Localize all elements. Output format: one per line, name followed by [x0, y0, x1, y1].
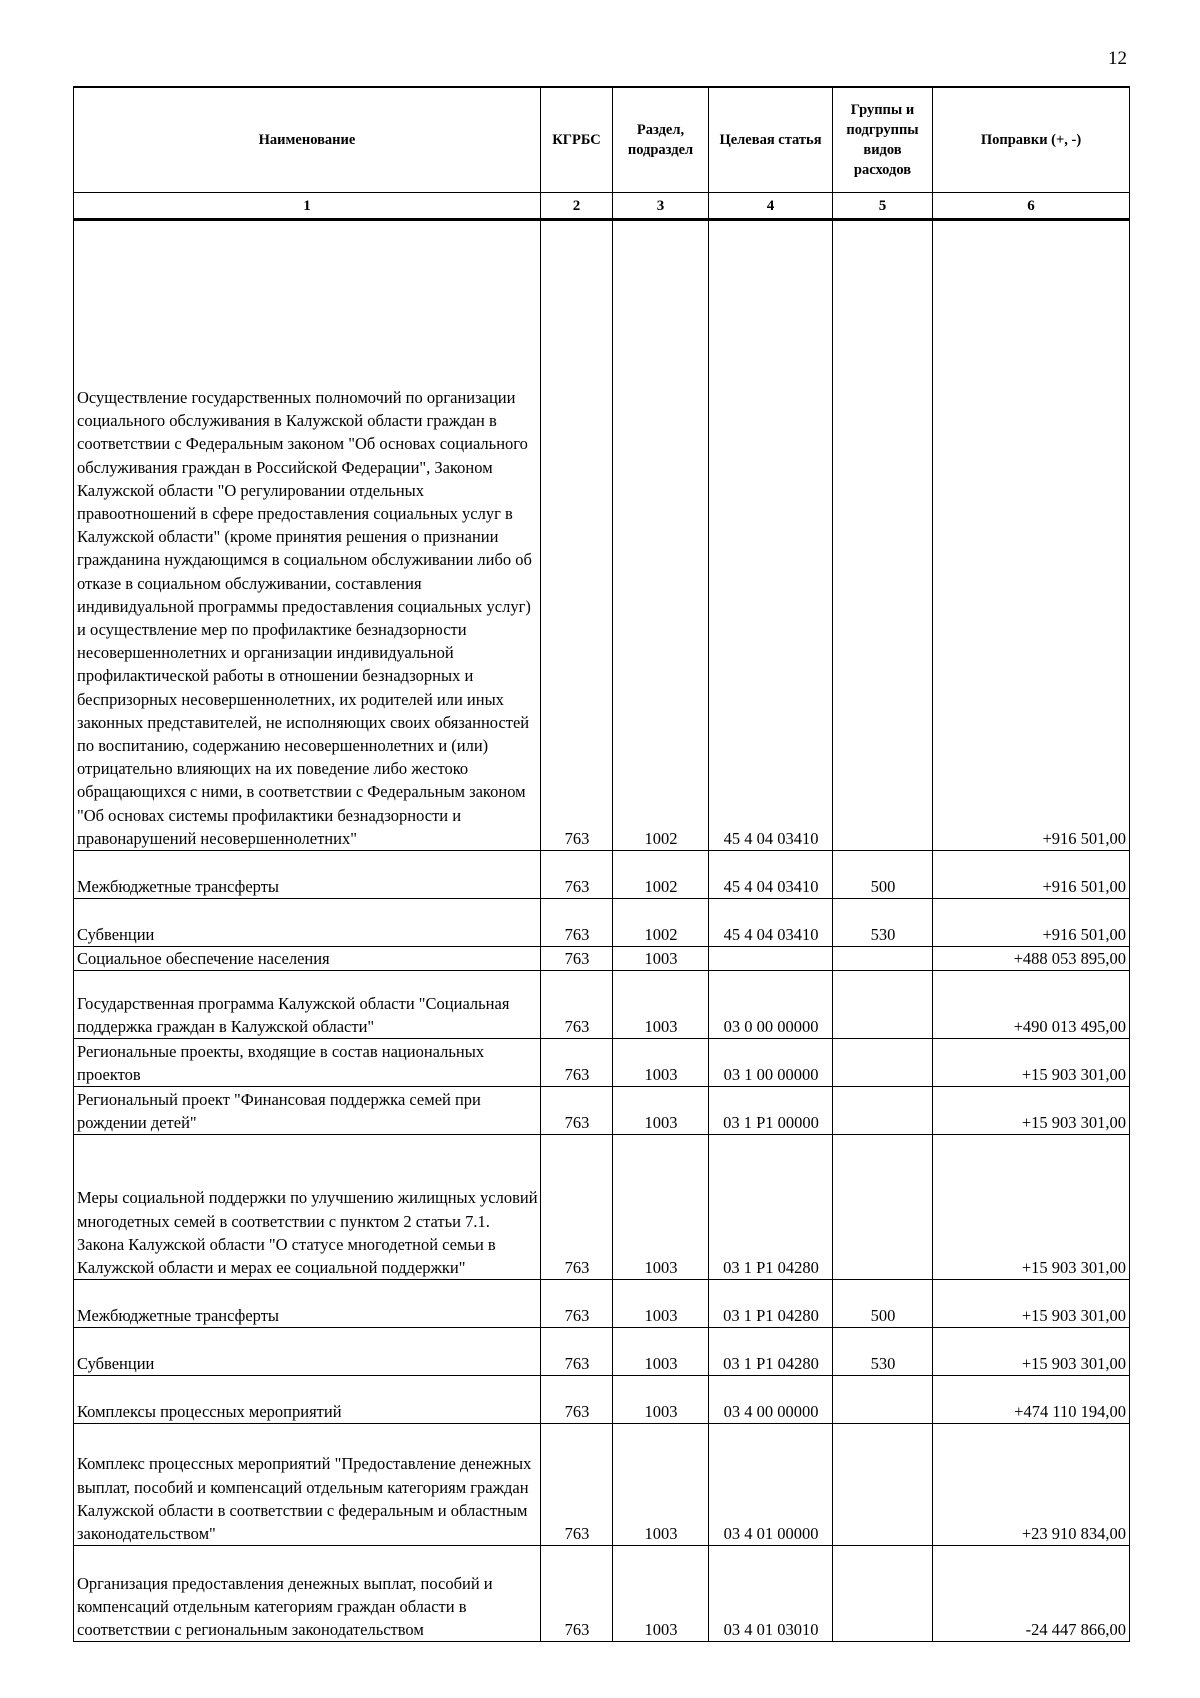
row-expense-group	[833, 1039, 933, 1087]
row-name: Комплекс процессных мероприятий "Предоставление денежных выплат, пособий и компенсаций отдельным категориям граждан Калужской области в соответствии с федеральным и областным законодательством"	[74, 1424, 541, 1546]
row-name: Межбюджетные трансферты	[74, 1280, 541, 1328]
row-name: Организация предоставления денежных выплат, пособий и компенсаций отдельным категориям граждан области в соответствии с региональным законодательством	[74, 1546, 541, 1642]
row-expense-group	[833, 1424, 933, 1546]
row-amount: +15 903 301,00	[933, 1135, 1130, 1280]
table-row	[74, 1280, 1130, 1328]
row-target-article	[709, 947, 833, 971]
row-amount: +15 903 301,00	[933, 1039, 1130, 1087]
row-section: 1003	[613, 1135, 709, 1280]
row-expense-group	[833, 947, 933, 971]
header-amendments: Поправки (+, -)	[933, 87, 1130, 193]
row-name: Субвенции	[74, 899, 541, 947]
table-row	[74, 1039, 1130, 1087]
column-number: 3	[613, 193, 709, 220]
table-row	[74, 1376, 1130, 1424]
row-amount: +916 501,00	[933, 220, 1130, 851]
row-kgrbs: 763	[541, 971, 613, 1039]
table-row	[74, 899, 1130, 947]
row-name: Субвенции	[74, 1328, 541, 1376]
row-amount: +15 903 301,00	[933, 1087, 1130, 1135]
header-kgrbs: КГРБС	[541, 87, 613, 193]
row-amount: +15 903 301,00	[933, 1328, 1130, 1376]
table-row	[74, 971, 1130, 1039]
row-kgrbs: 763	[541, 899, 613, 947]
row-section: 1003	[613, 1087, 709, 1135]
row-section: 1003	[613, 1039, 709, 1087]
column-number: 5	[833, 193, 933, 220]
row-target-article: 45 4 04 03410	[709, 851, 833, 899]
row-expense-group: 500	[833, 851, 933, 899]
row-section: 1003	[613, 1328, 709, 1376]
row-kgrbs: 763	[541, 1328, 613, 1376]
row-kgrbs: 763	[541, 220, 613, 851]
row-amount: +23 910 834,00	[933, 1424, 1130, 1546]
table-row	[74, 1087, 1130, 1135]
budget-amendments-table	[73, 86, 1130, 1642]
row-kgrbs: 763	[541, 1376, 613, 1424]
row-name: Государственная программа Калужской области "Социальная поддержка граждан в Калужской области"	[74, 971, 541, 1039]
row-target-article: 03 4 01 00000	[709, 1424, 833, 1546]
row-name: Меры социальной поддержки по улучшению жилищных условий многодетных семей в соответствии с пунктом 2 статьи 7.1. Закона Калужской области "О статусе многодетной семьи в Калужской области и мерах ее социальной поддержки"	[74, 1135, 541, 1280]
row-target-article: 03 1 P1 04280	[709, 1135, 833, 1280]
table-row	[74, 1424, 1130, 1546]
row-name: Социальное обеспечение населения	[74, 947, 541, 971]
row-target-article: 03 4 00 00000	[709, 1376, 833, 1424]
column-number: 6	[933, 193, 1130, 220]
table-row	[74, 1135, 1130, 1280]
row-amount: +916 501,00	[933, 851, 1130, 899]
header-name: Наименование	[74, 87, 541, 193]
row-expense-group: 530	[833, 1328, 933, 1376]
row-expense-group	[833, 1546, 933, 1642]
row-kgrbs: 763	[541, 1546, 613, 1642]
row-name: Межбюджетные трансферты	[74, 851, 541, 899]
row-section: 1003	[613, 1376, 709, 1424]
column-number-row	[74, 193, 1130, 220]
row-target-article: 03 0 00 00000	[709, 971, 833, 1039]
row-section: 1002	[613, 851, 709, 899]
row-kgrbs: 763	[541, 1039, 613, 1087]
row-section: 1003	[613, 971, 709, 1039]
row-amount: +488 053 895,00	[933, 947, 1130, 971]
row-target-article: 45 4 04 03410	[709, 220, 833, 851]
row-amount: -24 447 866,00	[933, 1546, 1130, 1642]
row-expense-group	[833, 220, 933, 851]
row-kgrbs: 763	[541, 947, 613, 971]
row-expense-group	[833, 971, 933, 1039]
row-name: Осуществление государственных полномочий по организации социального обслуживания в Калужской области граждан в соответствии с Федеральным законом "Об основах социального обслуживания граждан в Российской Федерации", Законом Калужской области "О регулировании отдельных правоотношений в сфере предоставления социальных услуг в Калужской области" (кроме принятия решения о признании гражданина нуждающимся в социальном обслуживании либо об отказе в социальном обслуживании, составления индивидуальной программы предоставления социальных услуг) и осуществление мер по профилактике безнадзорности несовершеннолетних и организации индивидуальной профилактической работы в отношении безнадзорных и беспризорных несовершеннолетних, их родителей или иных законных представителей, не исполняющих своих обязанностей по воспитанию, содержанию несовершеннолетних и (или) отрицательно влияющих на их поведение либо жестоко обращающихся с ними, в соответствии с Федеральным законом "Об основах системы профилактики безнадзорности и правонарушений несовершеннолетних"	[74, 220, 541, 851]
row-target-article: 03 4 01 03010	[709, 1546, 833, 1642]
row-kgrbs: 763	[541, 1280, 613, 1328]
page-number: 12	[1108, 48, 1127, 69]
header-target-article: Целевая статья	[709, 87, 833, 193]
row-amount: +474 110 194,00	[933, 1376, 1130, 1424]
table-row	[74, 220, 1130, 851]
row-section: 1003	[613, 1546, 709, 1642]
row-target-article: 03 1 P1 00000	[709, 1087, 833, 1135]
row-expense-group	[833, 1135, 933, 1280]
row-kgrbs: 763	[541, 1135, 613, 1280]
table-row	[74, 1328, 1130, 1376]
row-section: 1003	[613, 947, 709, 971]
row-expense-group: 500	[833, 1280, 933, 1328]
header-expense-groups: Группы и подгруппы видов расходов	[833, 87, 933, 193]
column-number: 2	[541, 193, 613, 220]
column-number: 1	[74, 193, 541, 220]
column-number: 4	[709, 193, 833, 220]
header-row	[74, 87, 1130, 193]
row-target-article: 45 4 04 03410	[709, 899, 833, 947]
row-target-article: 03 1 00 00000	[709, 1039, 833, 1087]
row-name: Региональный проект "Финансовая поддержка семей при рождении детей"	[74, 1087, 541, 1135]
table-row	[74, 947, 1130, 971]
row-name: Комплексы процессных мероприятий	[74, 1376, 541, 1424]
header-section: Раздел, подраздел	[613, 87, 709, 193]
row-section: 1003	[613, 1280, 709, 1328]
table-row	[74, 1546, 1130, 1642]
row-amount: +916 501,00	[933, 899, 1130, 947]
row-section: 1003	[613, 1424, 709, 1546]
row-expense-group	[833, 1376, 933, 1424]
row-kgrbs: 763	[541, 1087, 613, 1135]
table-row	[74, 851, 1130, 899]
row-target-article: 03 1 P1 04280	[709, 1328, 833, 1376]
row-section: 1002	[613, 899, 709, 947]
row-amount: +15 903 301,00	[933, 1280, 1130, 1328]
row-section: 1002	[613, 220, 709, 851]
row-expense-group: 530	[833, 899, 933, 947]
row-amount: +490 013 495,00	[933, 971, 1130, 1039]
row-target-article: 03 1 P1 04280	[709, 1280, 833, 1328]
row-kgrbs: 763	[541, 851, 613, 899]
row-name: Региональные проекты, входящие в состав национальных проектов	[74, 1039, 541, 1087]
row-kgrbs: 763	[541, 1424, 613, 1546]
row-expense-group	[833, 1087, 933, 1135]
